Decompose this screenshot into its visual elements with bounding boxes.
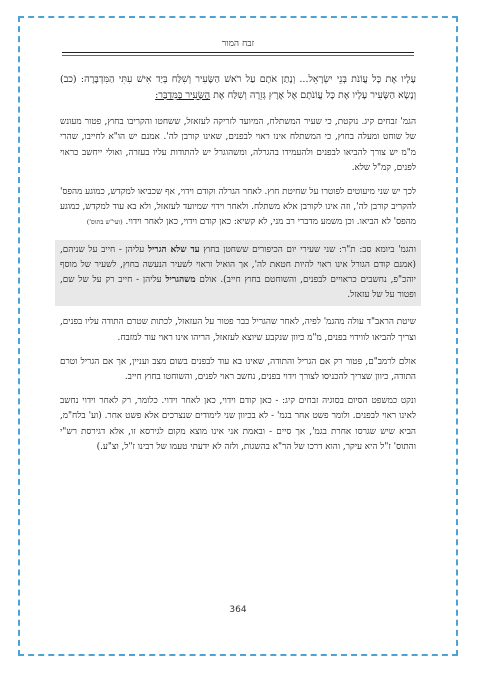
paragraph-3-part-2: עליהן - חייב על שניהם, (אמנם קודם הגורל אינו ראוי להיות חטאת לה', אך הואיל וראוי לשעיר הנעשה בחוץ, לשעיר של מוסף יוהכ"פ, נחשבים כראויים לבפנים, והשוחטם בחוץ חייב). אולם [60, 244, 416, 286]
paragraph-2-reference: (ועי"ש בתוס') [86, 218, 123, 227]
verse-line-2: הַמִּדְבָּרָה: (כב) וְנָשָׂא הַשָּׂעִיר עָלָיו אֶת כָּל עֲוֹנֹתָם אֶל אֶרֶץ גְּזֵרָה וְשִׁלַּח אֶת [60, 74, 416, 101]
paragraph-3-part-3: עליהן - חייב רק על של שם, ופטור על של עזאזל. [60, 275, 416, 301]
document-page [18, 16, 458, 656]
running-header: זבח המור [62, 38, 414, 53]
paragraph-2 [60, 185, 416, 231]
page-body [60, 66, 416, 464]
verse-line-3: הַשָּׂעִיר בַּמִּדְבָּר: [155, 89, 211, 101]
verse-line-1: עָלָיו אֶת כָּל עֲוֹנֹת בְּנֵי יִשְׂרָאֵל... וְנָתַן אֹתָם עַל רֹאשׁ הַשָּׂעִיר וְשִׁלַּח בְּיַד אִישׁ עִתִּי [118, 74, 416, 85]
page-number: 364 [229, 605, 247, 615]
paragraph-3-highlighted [55, 240, 421, 307]
paragraph-4: שיטת הראב"ד עולה מהגמ' לפיה, לאחר שהגריל כבר פטור על העזאזל, לכתות שטרם התודה עליו בפנים, וצריך להביאו לווידוי בפנים, מ"מ כיוון שנקבע שיוצא לעזאזל, הריהו אינו ראוי עוד למזבח. [60, 317, 416, 343]
paragraph-6: ונקט כמשפט הסיום בסוגיה זבחים קיג: - כאן קודם וידוי, כאן לאחר וידוי. כלומר, רק לאחר וידוי נחשב לאינו ראוי לבפנים. ולומר פשט אחר בגמ' - לא בכיוון שני לימודים שנצרכים אלא פשט אחר. (וע' בלח"מ, הביא שיש שגרסו אחרת בגמ', אך סיים - ובאמת אני אינו מוצא מקום לגירסא זו, אלא דגירסת רש"י והתוס' ז"ל היא עיקר, והוא דרכו של הר"א בהשגות, ולזה לא ידעתי טעמו של רבינו ז"ל, וצ"ע.) [60, 396, 416, 452]
header-rule [62, 55, 414, 56]
paragraph-1: הגמ' זבחים קיג. נוקטת, כי שעיר המשתלח, המיועד לזריקה לעזאזל, ששחטו והקריבו בחוץ, פטור מעונש של שוחט ומעלה בחוץ, כי המשתלח אינו ראוי לבפנים, שאינו קורבן לה'. אמנם יש הו"א לחייבו, שהרי מ"מ יש צורך להביאו לבפנים ולהעמידו בהגרלה, ומשהוגרל יש להתודות עליו בעזרה, ואולי ייחשב כראוי לפנים, קמ"ל שלא. [60, 117, 416, 173]
paragraph-3-bold-2: משהגריל [165, 275, 196, 286]
paragraph-3-part-1: והגמ' ביומא סב: ת"ר: שני שעירי יום הכיפורים ששחטן בחוץ [199, 244, 416, 255]
paragraph-3-bold-1: עד שלא הגריל [147, 244, 200, 255]
paragraph-2-text: לכך יש שני מיעוטים לפוטרו על שחיטת חוץ. לאחר הגרלה וקודם וידוי, אף שכביאו למקדש, כמוגע מהפס' להקריב קורבן לה', וזה אינו לקורבן אלא משתלח. ולאחר וידוי שמיועד לעזאזל, ולא בא עוד למקדש, כמוגע מהפס' לא הביאו. וכן משמע מדברי רב מני, לא קשיא: כאן קודם וידוי, כאן לאחר וידוי. [60, 187, 416, 228]
paragraph-5: אולם לרמב"ם, פטור רק אם הגריל והתודה, שאינו בא עוד לבפנים בשום מצב ועניין, אך אם הגריל וטרם התודה, כיוון שצריך להכניסו לצורך וידוי בפנים, נחשב ראוי לפנים, והשוחטו בחוץ חייב. [60, 356, 416, 383]
verse-quote [60, 72, 416, 103]
